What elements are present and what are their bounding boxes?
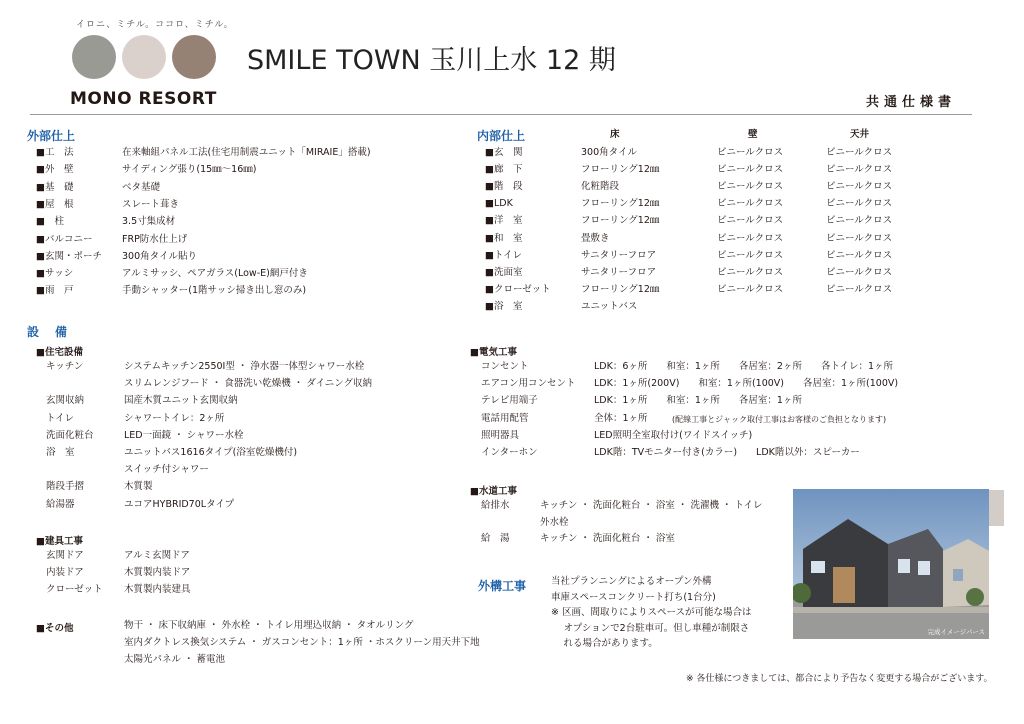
exterior-heading: 外部仕上 — [27, 129, 76, 143]
housing-row-value: スイッチ付シャワー — [124, 464, 209, 476]
housing-row-label: トイレ — [46, 412, 75, 424]
logo-circle-left — [72, 35, 116, 79]
interior-row-wall: ビニールクロス — [717, 249, 784, 261]
exterior-row-value: 300角タイル貼り — [122, 250, 197, 262]
interior-row-ceiling: ビニールクロス — [826, 266, 893, 278]
electrical-row-note: (配線工事とジャック取付工事はお客様のご負担となります) — [672, 414, 887, 424]
fittings-row-value: 木質製内装建具 — [124, 584, 191, 595]
interior-row-label: ■洗面室 — [485, 266, 523, 278]
electrical-row-label: インターホン — [481, 447, 538, 458]
interior-row-floor: フローリング12㎜ — [581, 283, 660, 295]
interior-row-wall: ビニールクロス — [717, 198, 784, 210]
electrical-row-value: LDK：1ヶ所 和室：1ヶ所 各居室：1ヶ所 — [594, 395, 802, 407]
interior-row-floor: フローリング12㎜ — [581, 215, 660, 227]
plumbing-row-value: 外水栓 — [540, 516, 569, 528]
interior-row-label: ■LDK — [485, 198, 513, 210]
housing-row-label: キッチン — [46, 361, 84, 372]
interior-row-label: ■和 室 — [485, 232, 523, 244]
electrical-heading: ■電気工事 — [470, 347, 517, 358]
other-line: 物干 ・ 床下収納庫 ・ 外水栓 ・ トイレ用埋込収納 ・ タオルリング — [124, 620, 414, 631]
other-line: 室内ダクトレス換気システム ・ ガスコンセント：1ヶ所 ・ホスクリーン用天井下地 — [124, 637, 480, 648]
interior-row-floor: フローリング12㎜ — [581, 198, 660, 210]
exterior-works-line: ※ 区画、間取りによりスペースが可能な場合は — [551, 607, 752, 619]
brand-name: MONO RESORT — [70, 89, 217, 109]
interior-row-wall: ビニールクロス — [717, 215, 784, 227]
exterior-works-line: 車庫スペースコンクリート打ち(1台分) — [551, 591, 716, 603]
interior-row-label: ■階 段 — [485, 181, 523, 193]
exterior-row-label: ■工 法 — [36, 147, 74, 158]
interior-row-ceiling: ビニールクロス — [826, 147, 893, 158]
exterior-row-label: ■外 壁 — [36, 164, 74, 176]
brand-logo — [72, 35, 217, 79]
exterior-works-line: 当社プランニングによるオープン外構 — [551, 576, 712, 587]
housing-row-label: 給湯器 — [46, 498, 75, 510]
interior-row-ceiling: ビニールクロス — [826, 232, 893, 244]
housing-row-label: 洗面化粧台 — [46, 429, 94, 441]
exterior-row-label: ■屋 根 — [36, 198, 74, 210]
fittings-row-label: 内装ドア — [46, 567, 84, 578]
exterior-works-line: れる場合があります。 — [551, 638, 658, 650]
header-divider — [30, 114, 972, 115]
interior-row-ceiling: ビニールクロス — [826, 164, 893, 176]
exterior-row-value: FRP防水仕上げ — [122, 233, 188, 245]
plumbing-row-value: キッチン ・ 洗面化粧台 ・ 浴室 ・ 洗濯機 ・ トイレ — [540, 500, 763, 511]
interior-row-floor: 畳敷き — [581, 232, 610, 244]
housing-row-value: スリムレンジフード ・ 食器洗い乾燥機 ・ ダイニング収納 — [124, 378, 373, 390]
interior-row-wall: ビニールクロス — [717, 283, 784, 295]
electrical-row-value: LDK：6ヶ所 和室：1ヶ所 各居室：2ヶ所 各トイレ：1ヶ所 — [594, 361, 894, 372]
interior-row-ceiling: ビニールクロス — [826, 249, 893, 261]
plumbing-heading: ■水道工事 — [470, 486, 517, 497]
electrical-row-value: LDK：1ヶ所(200V) 和室：1ヶ所(100V) 各居室：1ヶ所(100V) — [594, 378, 899, 390]
electrical-row-value: LDK階：TVモニター付き(カラー) LDK階以外：スピーカー — [594, 447, 860, 458]
fittings-heading: ■建具工事 — [36, 536, 83, 547]
housing-row-label: 浴 室 — [46, 447, 75, 458]
exterior-row-value: スレート葺き — [122, 198, 180, 210]
interior-col-floor: 床 — [610, 129, 620, 140]
interior-row-ceiling: ビニールクロス — [826, 181, 893, 193]
interior-row-label: ■洋 室 — [485, 215, 523, 227]
other-line: 太陽光パネル ・ 蓄電池 — [124, 654, 226, 665]
photo-caption: 完成イメージパース — [927, 628, 985, 636]
housing-row-value: 木質製 — [124, 481, 153, 493]
interior-row-floor: サニタリーフロア — [581, 249, 657, 261]
interior-row-wall: ビニールクロス — [717, 232, 784, 244]
interior-row-floor: 300角タイル — [581, 147, 637, 158]
electrical-row-value: 全体：1ヶ所 — [594, 412, 648, 424]
electrical-row-label: テレビ用端子 — [481, 395, 538, 407]
other-heading: ■その他 — [36, 623, 74, 634]
electrical-row-value: LED照明全室取付け(ワイドスイッチ) — [594, 429, 753, 441]
electrical-row-label: 電話用配管 — [481, 412, 529, 424]
fittings-row-value: アルミ玄関ドア — [124, 550, 190, 561]
page-title: SMILE TOWN 玉川上水 12 期 — [247, 45, 616, 76]
housing-row-label: 階段手摺 — [46, 481, 85, 493]
interior-row-floor: フローリング12㎜ — [581, 164, 660, 176]
plumbing-row-label: 給 湯 — [481, 533, 510, 544]
housing-heading: ■住宅設備 — [36, 347, 83, 358]
fittings-row-label: クローゼット — [46, 584, 103, 595]
interior-row-wall: ビニールクロス — [717, 164, 784, 176]
exterior-row-label: ■サッシ — [36, 268, 74, 280]
fittings-row-label: 玄関ドア — [46, 550, 84, 561]
interior-row-wall: ビニールクロス — [717, 266, 784, 278]
interior-row-floor: ユニットバス — [581, 300, 638, 312]
interior-row-label: ■廊 下 — [485, 164, 523, 176]
exterior-row-label: ■バルコニー — [36, 233, 93, 245]
house-rendering-image — [793, 489, 989, 639]
interior-row-floor: サニタリーフロア — [581, 266, 657, 278]
housing-row-value: シャワートイレ：2ヶ所 — [124, 412, 225, 424]
electrical-row-label: エアコン用コンセント — [481, 378, 576, 390]
exterior-row-value: 手動シャッター(1階サッシ掃き出し窓のみ) — [122, 285, 307, 297]
housing-row-value: LED一面鏡 ・ シャワー水栓 — [124, 429, 244, 441]
interior-col-wall: 壁 — [748, 129, 758, 140]
plumbing-row-label: 給排水 — [481, 500, 510, 511]
housing-row-value: システムキッチン2550Ⅰ型 ・ 浄水器一体型シャワー水栓 — [124, 361, 365, 372]
exterior-row-label: ■基 礎 — [36, 181, 74, 193]
document-title: 共通仕様書 — [866, 95, 957, 110]
interior-row-ceiling: ビニールクロス — [826, 198, 893, 210]
exterior-works-heading: 外構工事 — [478, 579, 527, 593]
housing-row-value: ユコアHYBRID70Lタイプ — [124, 498, 235, 510]
equipment-heading: 設 備 — [27, 325, 70, 339]
exterior-row-value: 在来軸組パネル工法(住宅用制震ユニット「MIRAIE」搭載) — [122, 147, 371, 158]
logo-circle-right — [172, 35, 216, 79]
interior-row-floor: 化粧階段 — [581, 181, 620, 193]
brand-tagline: イロニ、ミチル。ココロ、ミチル。 — [76, 20, 234, 30]
fittings-row-value: 木質製内装ドア — [124, 567, 191, 578]
electrical-row-label: コンセント — [481, 361, 529, 372]
plumbing-row-value: キッチン ・ 洗面化粧台 ・ 浴室 — [540, 533, 675, 544]
exterior-row-value: サイディング張り(15㎜〜16㎜) — [122, 164, 257, 176]
exterior-works-line: オプションで2台駐車可。但し車種が制限さ — [551, 622, 750, 634]
interior-row-ceiling: ビニールクロス — [826, 283, 893, 295]
interior-row-wall: ビニールクロス — [717, 181, 784, 193]
housing-row-value: ユニットバス1616タイプ(浴室乾燥機付) — [124, 447, 298, 458]
interior-row-label: ■クローゼット — [485, 283, 551, 295]
interior-row-ceiling: ビニールクロス — [826, 215, 893, 227]
exterior-row-label: ■玄関・ポーチ — [36, 250, 102, 262]
exterior-row-value: 3.5寸集成材 — [122, 216, 176, 228]
exterior-row-value: ベタ基礎 — [122, 181, 161, 193]
footer-note: ※ 各仕様につきましては、都合により予告なく変更する場合がございます。 — [686, 674, 993, 684]
exterior-row-value: アルミサッシ、ペアガラス(Low-E)網戸付き — [122, 268, 308, 280]
interior-row-label: ■浴 室 — [485, 300, 523, 312]
interior-row-label: ■玄 関 — [485, 147, 523, 158]
interior-heading: 内部仕上 — [477, 129, 526, 143]
housing-row-label: 玄関収納 — [46, 395, 85, 407]
logo-circle-middle — [122, 35, 166, 79]
electrical-row-label: 照明器具 — [481, 429, 520, 441]
interior-col-ceiling: 天井 — [850, 129, 870, 140]
exterior-row-label: ■ 柱 — [36, 216, 64, 228]
exterior-row-label: ■雨 戸 — [36, 285, 74, 297]
interior-row-wall: ビニールクロス — [717, 147, 784, 158]
housing-row-value: 国産木質ユニット玄関収納 — [124, 395, 238, 407]
interior-row-label: ■トイレ — [485, 249, 523, 261]
